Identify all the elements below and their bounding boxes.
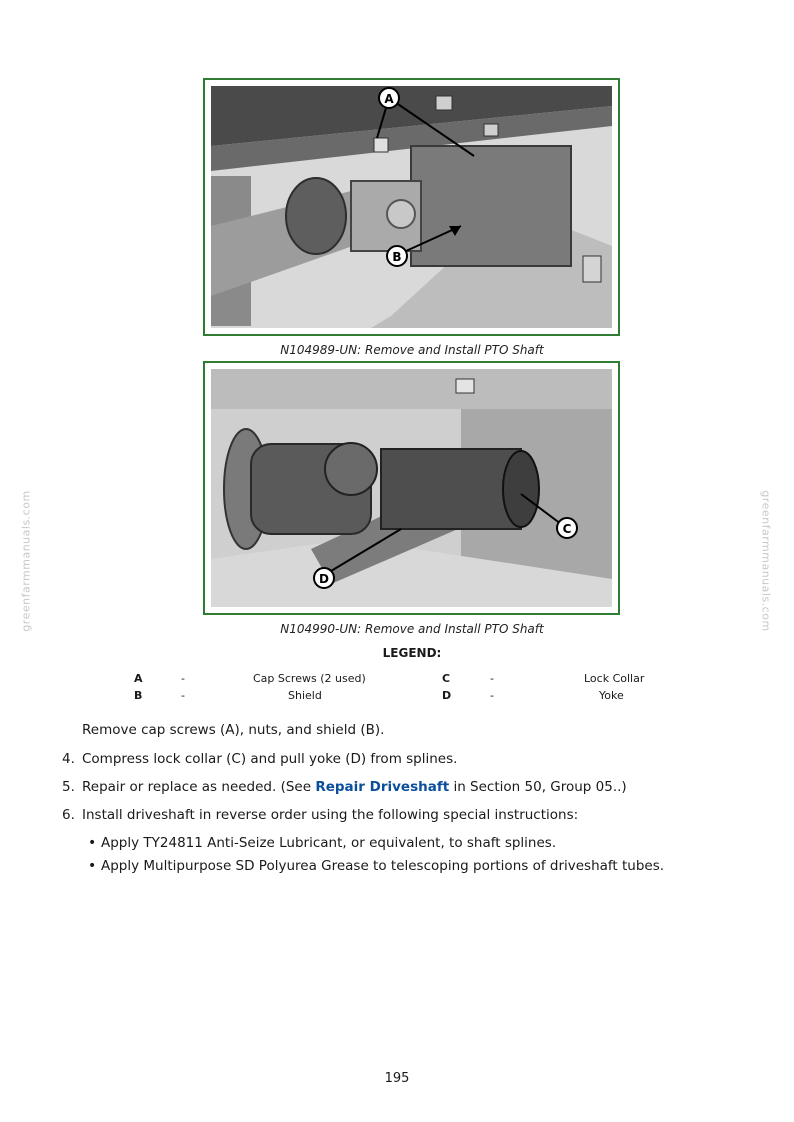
- page-number: 195: [384, 1071, 410, 1086]
- legend-dash: -: [181, 672, 185, 685]
- bullet-text: Apply Multipurpose SD Polyurea Grease to telescoping portions of driveshaft tubes.: [101, 858, 665, 874]
- photo-pto-yoke: [211, 369, 612, 607]
- legend-value: Shield: [288, 689, 322, 702]
- callout-d: [314, 568, 334, 588]
- legend-dash: -: [181, 689, 185, 702]
- legend-value: Cap Screws (2 used): [253, 672, 366, 685]
- step-text: Install driveshaft in reverse order using the following special instructions:: [82, 807, 579, 823]
- svg-text:A: A: [384, 92, 394, 106]
- step-text: Compress lock collar (C) and pull yoke (D) from splines.: [82, 751, 458, 767]
- callout-b: [387, 246, 407, 266]
- step-intro: Remove cap screws (A), nuts, and shield (B).: [82, 722, 385, 738]
- legend-table: [0, 672, 794, 706]
- step-number: 4.: [62, 751, 75, 767]
- watermark-left: greenfarmmanuals.com: [19, 490, 33, 632]
- legend-key: C: [442, 672, 451, 685]
- legend-key: B: [134, 689, 143, 702]
- bullet-icon: •: [88, 858, 97, 874]
- legend-key: A: [134, 672, 143, 685]
- svg-text:B: B: [392, 250, 402, 264]
- figure-pto-shaft-yoke: [203, 361, 620, 615]
- legend-value: Yoke: [599, 689, 624, 702]
- legend-row: [0, 672, 794, 689]
- step-number: 5.: [62, 779, 75, 795]
- step-number: 6.: [62, 807, 75, 823]
- callout-c: [557, 518, 577, 538]
- svg-text:D: D: [319, 572, 329, 586]
- repair-driveshaft-link[interactable]: Repair Driveshaft: [315, 779, 450, 795]
- figure-pto-shaft-shield: [203, 78, 620, 336]
- legend-dash: -: [490, 689, 494, 702]
- legend-row: [0, 689, 794, 706]
- legend-key: D: [442, 689, 452, 702]
- figure-caption-2: N104990-UN: Remove and Install PTO Shaft: [280, 622, 544, 636]
- step-text: Repair or replace as needed. (See: [82, 779, 316, 795]
- callout-a: [379, 88, 399, 108]
- svg-text:C: C: [562, 522, 572, 536]
- figure-caption-1: N104989-UN: Remove and Install PTO Shaft: [280, 343, 544, 357]
- step-text: in Section 50, Group 05..): [449, 779, 627, 795]
- watermark-right: greenfarmmanuals.com: [759, 490, 773, 632]
- legend-dash: -: [490, 672, 494, 685]
- bullet-text: Apply TY24811 Anti-Seize Lubricant, or equivalent, to shaft splines.: [101, 835, 557, 851]
- bullet-icon: •: [88, 835, 97, 851]
- legend-title: LEGEND:: [382, 646, 442, 660]
- photo-pto-shield: [211, 86, 612, 328]
- legend-value: Lock Collar: [584, 672, 645, 685]
